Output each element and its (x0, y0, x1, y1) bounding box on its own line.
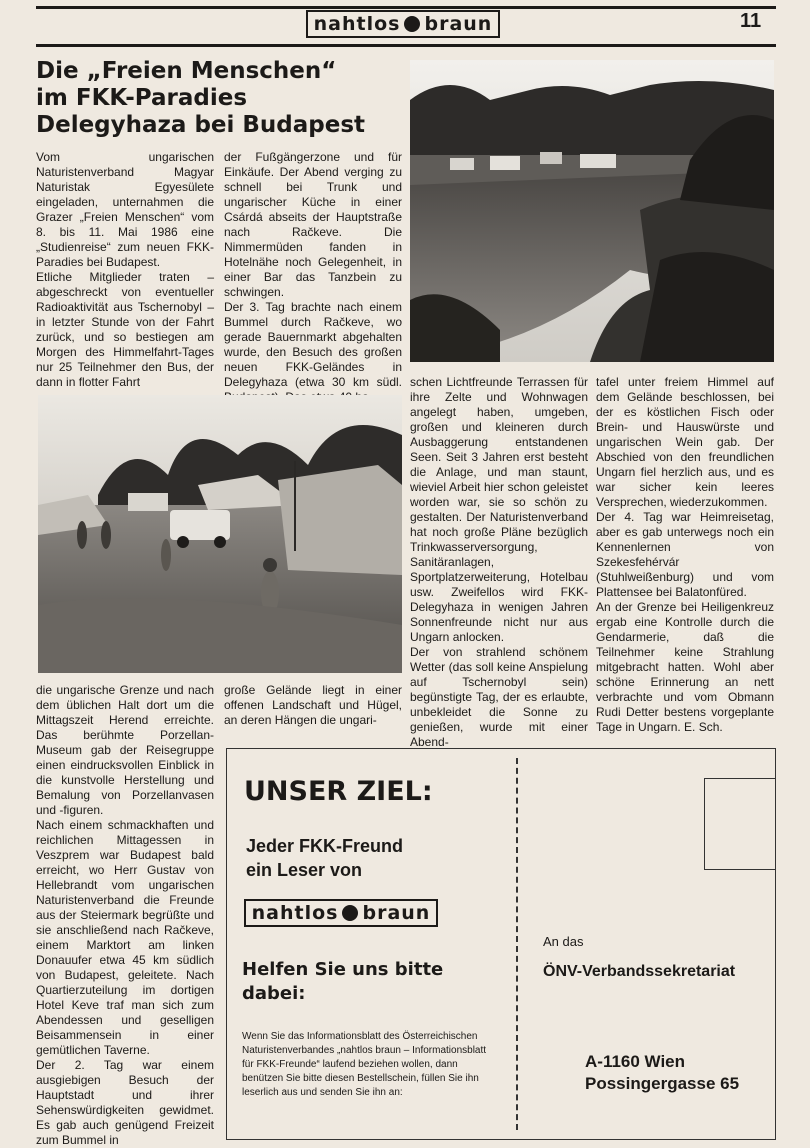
paragraph: Der 2. Tag war einem ausgiebigen Besuch der Hauptstadt und ihrer Sehenswürdigkeiten gewidmet. Es gab auch genügend Freizeit zum Bummel in (36, 1058, 214, 1147)
column-4 (596, 375, 774, 735)
coupon-title: UNSER ZIEL: (244, 776, 433, 807)
column-3 (410, 375, 588, 750)
column-2-bottom (224, 683, 402, 728)
logo-right-word: braun (362, 902, 431, 924)
campground-people-photo (38, 395, 402, 673)
column-1-top (36, 150, 214, 390)
address-city: A-1160 Wien (585, 1052, 685, 1071)
column-2-top (224, 150, 402, 405)
article-headline (36, 58, 406, 139)
paragraph: der Fußgängerzone und für Einkäufe. Der Abend verging zu schnell bei Trunk und ungarischer Küche in einer Csárdá abseits der Hauptstraße nach Račkeve. Die Nimmermüden fanden in Hotelnähe noch Gelegenheit, in einer Bar das Tanzbein zu schwingen. (224, 150, 402, 299)
headline-line-3: Delegyhaza bei Budapest (36, 112, 366, 138)
lake-campsite-photo (410, 60, 774, 362)
page-number: 11 (740, 10, 762, 32)
headline-line-1: Die „Freien Menschen“ (36, 58, 337, 84)
paragraph: Der 3. Tag brachte nach einem Bummel durch Račkeve, wo gerade Bauernmarkt abgehalten wurde, den Besuch des großen neuen FKK-Geländes in Delegyhaza (etwa 30 km südl. (224, 300, 402, 389)
paragraph: tafel unter freiem Himmel auf dem Gelände beschlossen, bei der es köstlichen Fisch oder Brein- und Hauswürste und ungarischen Wein gab. Der Abschied von den freundlichen Ungarn fiel herzlich aus, und es war sicher kein leeres Versprechen, wiederzukommen. (596, 375, 774, 509)
coupon-instructions: Wenn Sie das Informationsblatt des Österreichischen Naturistenverbandes „nahtlos braun – Informationsblatt für FKK-Freunde“ laufend beziehen wollen, dann benützen Sie bitte diesen Bestellschein, füllen Sie ihn leserlich aus und senden Sie ihn an: (242, 1031, 487, 1098)
logo-left-word: nahtlos (313, 13, 401, 35)
logo-dot-icon (404, 16, 420, 32)
logo-left-word: nahtlos (251, 902, 339, 924)
paragraph: Vom ungarischen Naturistenverband Magyar Naturistak Egyesülete eingeladen, unternahmen die Grazer „Freien Menschen“ vom 8. bis 11. Mai 1986 eine „Studienreise“ zum neuen FKK-Paradies bei Budapest. (36, 150, 214, 269)
paragraph: Nach einem schmackhaften und reichlichen Mittagessen in Veszprem war Budapest bald erreicht, wo Herr Gustav von Hellebrandt vom ungarischen Naturistenverband die Freunde aus der Steiermark begrüßte und sie anschließend nach Račkeve, einem Marktort am linken Donauufer etwa 45 km südlich von Budapest, geleitete. Nach Quartierzuteilung im dortigen Hotel Keve traf man sich zum Abendessen und geselligen Beisammensein in einer gemütlichen Taverne. (36, 818, 214, 1057)
coupon-slogan (246, 834, 486, 882)
coupon-cut-line (516, 758, 518, 1130)
slogan-line-2: ein Leser von (246, 860, 363, 880)
stamp-box (704, 778, 776, 870)
slogan-line-1: Jeder FKK-Freund (246, 836, 404, 856)
headline-line-2: im FKK-Paradies (36, 85, 248, 111)
paragraph: die ungarische Grenze und nach dem üblichen Halt dort um die Mittagszeit Herend erreichte. Das berühmte Porzellan-Museum gab der Reisegruppe einen eindrucksvollen Einblick in die kunstvolle Herstellung und Bemalung von Porzellanvasen und -figuren. (36, 683, 214, 817)
paragraph: große Gelände liegt in einer offenen Landschaft und Hügel, an deren Hängen die ungari- (224, 683, 402, 727)
coupon-help-heading: Helfen Sie uns bitte dabei: (242, 959, 444, 1004)
coupon-magazine-logo (244, 899, 438, 927)
paragraph: schen Lichtfreunde Terrassen für ihre Zelte und Wohnwagen angelegt haben, umgeben, großen und kleineren durch Ausbaggerung entstandenen Seen. Seit 3 Jahren erst besteht die Anlage, und man staunt, wieviel Arbeit hier schon geleistet worden war, sie so schön zu gestalten. Der Naturistenverband hat noch große Pläne bezüglich Trinkwasserversorgung, Sanitäranlagen, Sportplatzerweiterung, Hotelbau usw. Zweifellos wird FKK-Delegyhaza in wenigen Jahren Sonnenfreunde nicht nur aus Ungarn anlocken. (410, 375, 588, 644)
logo-right-word: braun (424, 13, 493, 35)
address-street: Possingergasse 65 (585, 1074, 740, 1093)
logo-dot-icon (342, 905, 358, 921)
column-1-bottom (36, 683, 214, 1148)
paragraph: Der 4. Tag war Heimreisetag, aber es gab unterwegs noch ein Kennenlernen von Szekesfehérvár (Stuhlweißenburg) und vom Plattensee bei Balatonfüred. (596, 510, 774, 599)
magazine-logo (306, 10, 500, 38)
address-recipient-prefix: An das (543, 934, 584, 949)
paragraph: Etliche Mitglieder traten – abgeschreckt von eventueller Radioaktivität aus Tschernobyl – in letzter Stunde von der Fahrt zurück, und so bestiegen am Morgen des Himmelfahrt-Tages nur 25 Teilnehmer den Bus, der dann in flotter Fahrt (36, 270, 214, 389)
address-organization: ÖNV-Verbandssekretariat (543, 963, 736, 980)
paragraph: Der von strahlend schönem Wetter (das soll keine Anspielung auf Tschernobyl sein) begünstigte Tag, der es erlaubte, unbekleidet die Sonne zu genießen, wurde mit einer Abend- (410, 645, 588, 749)
header-rule (36, 44, 776, 47)
paragraph: An der Grenze bei Heiligenkreuz ergab eine Kontrolle durch die Gendarmerie, daß die Teilnehmer keine Strahlung mitgebracht hatten. Wohl aber schöne Erinnerung an nett verbrachte und vom Obmann Rudi Detter bestens vorgeplante Tage in Ungarn. E. Sch. (596, 600, 774, 734)
top-rule (36, 6, 776, 9)
